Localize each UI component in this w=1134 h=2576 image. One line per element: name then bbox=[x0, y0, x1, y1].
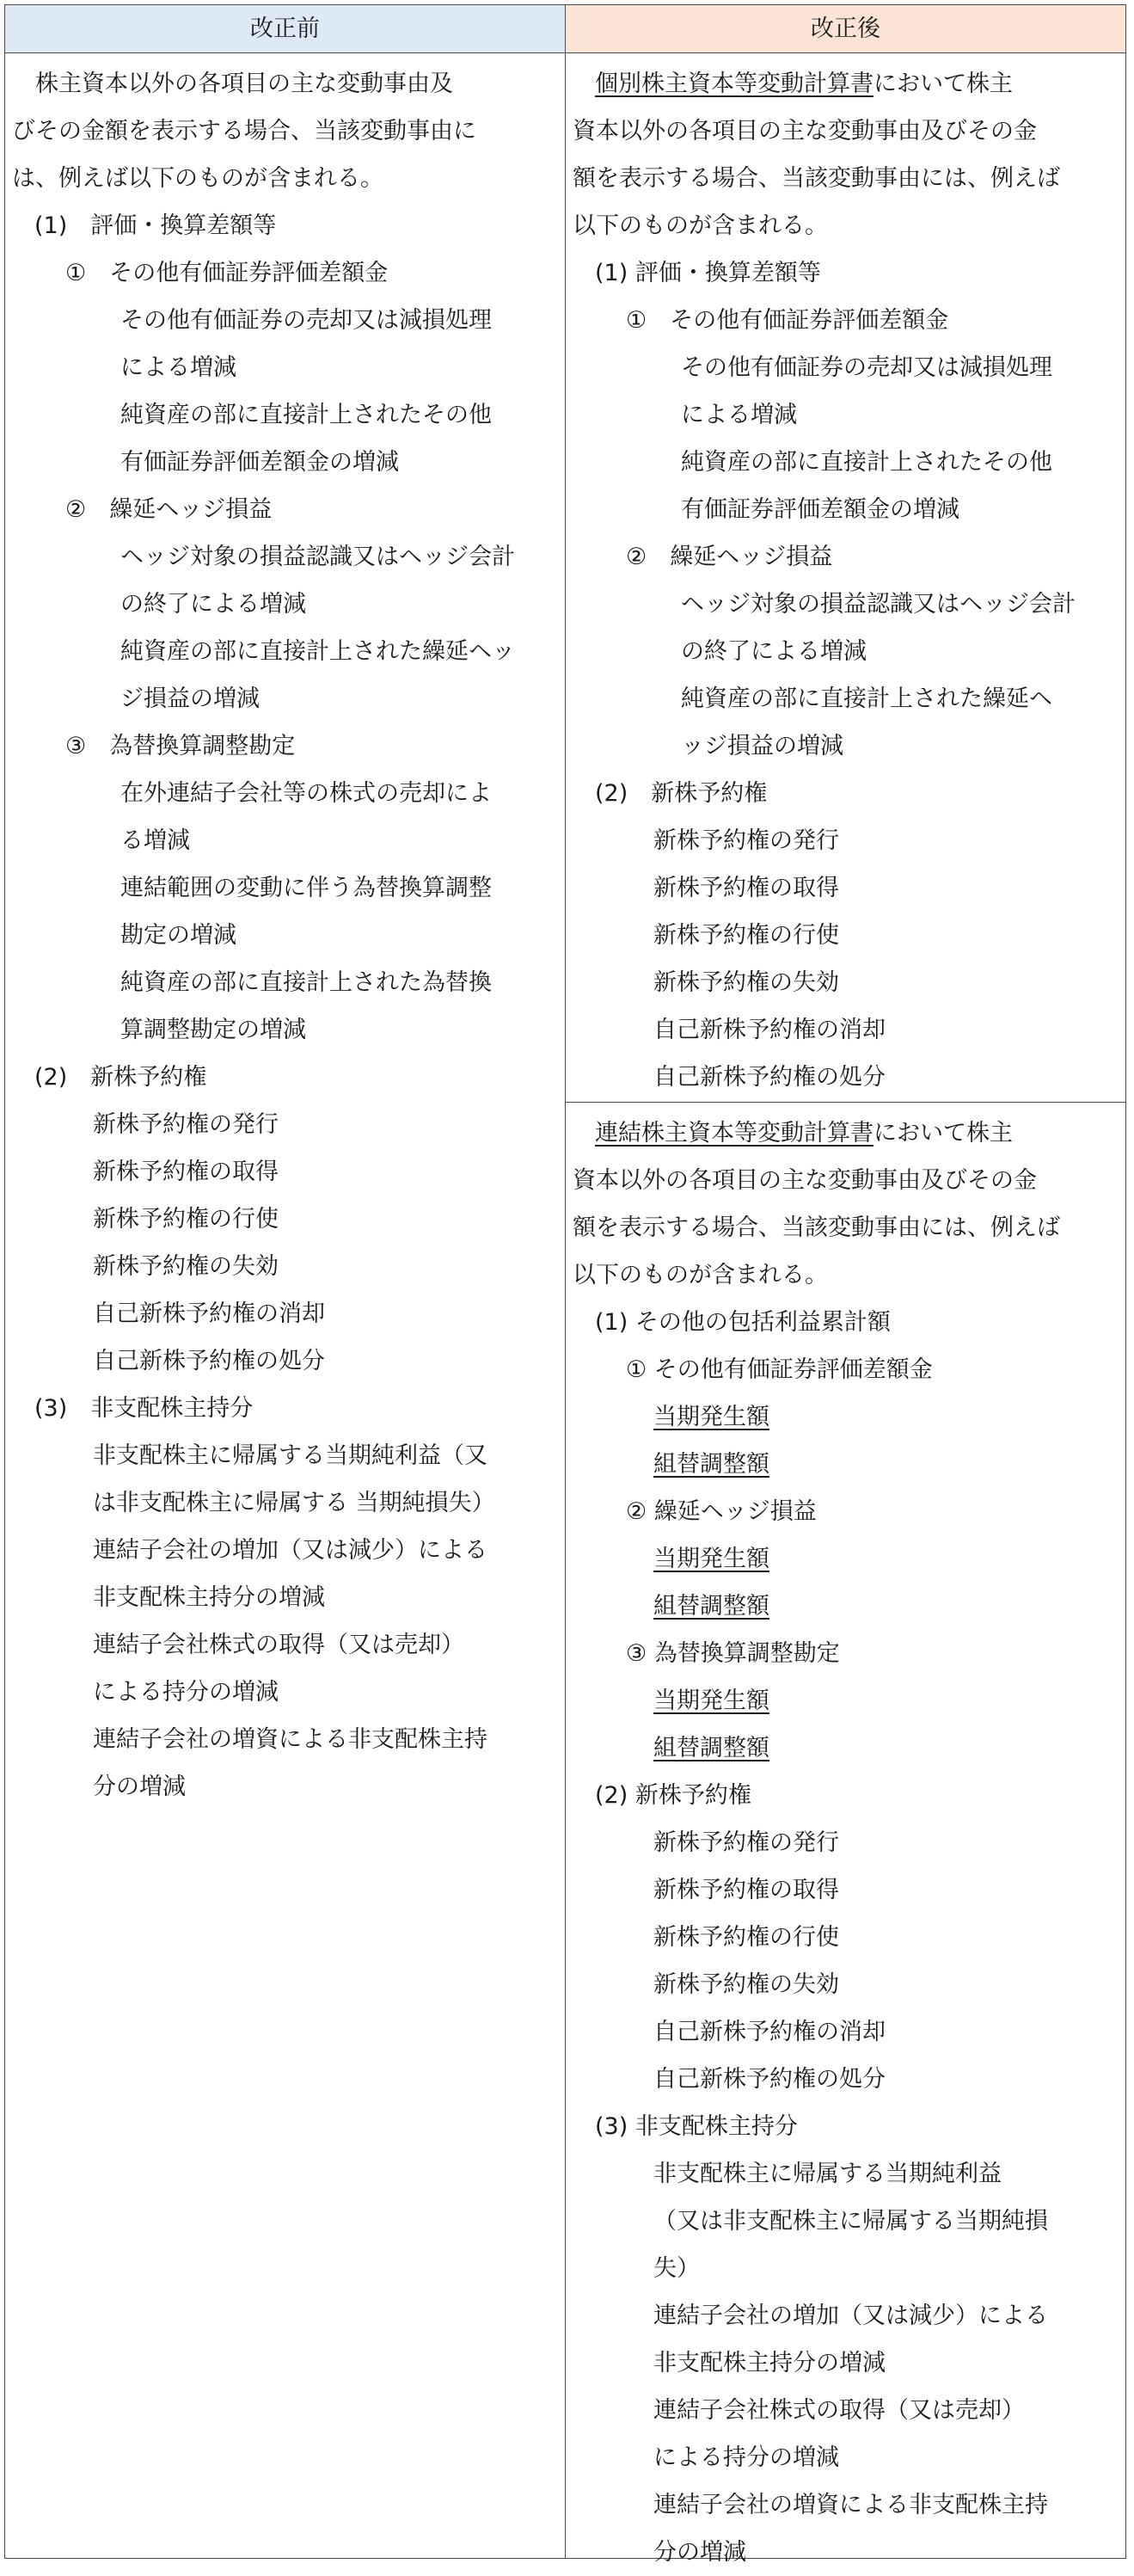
text-line: 新株予約権の取得 bbox=[653, 1877, 839, 1903]
text-line: 有価証券評価差額金の増減 bbox=[681, 496, 959, 523]
text-line: 当期発生額 bbox=[653, 1546, 769, 1572]
section-heading: (2) 新株予約権 bbox=[34, 1064, 207, 1091]
text-line: 株主資本以外の各項目の主な変動事由及 bbox=[12, 71, 453, 97]
text-line: 新株予約権の行使 bbox=[93, 1206, 279, 1233]
after-header: 改正後 bbox=[566, 5, 1125, 53]
text-line: 純資産の部に直接計上された繰延ヘ bbox=[681, 685, 1052, 712]
text-line: 自己新株予約権の処分 bbox=[653, 1064, 886, 1091]
comparison-table bbox=[4, 4, 1126, 2566]
text-line: 自己新株予約権の消却 bbox=[93, 1300, 325, 1327]
text-line: ヘッジ対象の損益認識又はヘッジ会計 bbox=[681, 591, 1076, 618]
text-line: 新株予約権の発行 bbox=[653, 827, 839, 854]
text-line: （又は非支配株主に帰属する当期純損 bbox=[653, 2208, 1048, 2235]
text-line: ヘッジ対象の損益認識又はヘッジ会計 bbox=[120, 544, 515, 570]
text-line: 非支配株主持分の増減 bbox=[653, 2350, 886, 2376]
text-line: 額を表示する場合、当該変動事由には、例えば bbox=[573, 1214, 1060, 1241]
before-column bbox=[5, 5, 566, 2558]
text-line: の終了による増減 bbox=[120, 591, 306, 618]
text-line: 連結子会社の増加（又は減少）による bbox=[93, 1537, 487, 1564]
item-heading: ① その他有価証券評価差額金 bbox=[626, 307, 949, 334]
section-heading: (2) 新株予約権 bbox=[595, 780, 768, 807]
text-line: による増減 bbox=[120, 354, 236, 381]
text-line: 非支配株主持分の増減 bbox=[93, 1584, 325, 1611]
item-heading: ② 繰延ヘッジ損益 bbox=[626, 1498, 817, 1525]
text-line: 自己新株予約権の処分 bbox=[653, 2066, 886, 2093]
text-line: 純資産の部に直接計上されたその他 bbox=[681, 449, 1052, 476]
text-line: 当期発生額 bbox=[653, 1404, 769, 1430]
text-line: 組替調整額 bbox=[653, 1451, 769, 1478]
text-line: 非支配株主に帰属する当期純利益 bbox=[653, 2161, 1002, 2187]
text-line: 連結子会社の増資による非支配株主持 bbox=[93, 1726, 487, 1753]
text-line: 非支配株主に帰属する当期純利益（又 bbox=[93, 1442, 487, 1469]
text-line: 連結範囲の変動に伴う為替換算調整 bbox=[120, 875, 492, 901]
underlined-term: 個別株主資本等変動計算書 bbox=[595, 71, 873, 97]
item-heading: ① その他有価証券評価差額金 bbox=[65, 260, 389, 286]
section-heading: (1) その他の包括利益累計額 bbox=[595, 1309, 891, 1336]
before-cell bbox=[5, 53, 565, 1811]
text-line: 新株予約権の発行 bbox=[653, 1829, 839, 1856]
text-line: 以下のものが含まれる。 bbox=[573, 1262, 828, 1288]
text-line: による増減 bbox=[681, 402, 797, 428]
text-line: 連結子会社の増加（又は減少）による bbox=[653, 2302, 1048, 2329]
item-heading: ① その他有価証券評価差額金 bbox=[626, 1356, 933, 1383]
text-line: 算調整勘定の増減 bbox=[120, 1017, 306, 1043]
text-line: 新株予約権の失効 bbox=[653, 1971, 839, 1998]
item-heading: ③ 為替換算調整勘定 bbox=[626, 1640, 840, 1667]
text-line: その他有価証券の売却又は減損処理 bbox=[681, 354, 1052, 381]
text-line: 勘定の増減 bbox=[120, 922, 236, 949]
section-heading: (1) 評価・換算差額等 bbox=[34, 212, 277, 239]
text-line: 新株予約権の失効 bbox=[653, 969, 839, 996]
text-line: 新株予約権の失効 bbox=[93, 1253, 279, 1280]
underlined-term: 連結株主資本等変動計算書 bbox=[595, 1120, 873, 1147]
section-heading: (2) 新株予約権 bbox=[595, 1782, 751, 1809]
after-column bbox=[566, 5, 1125, 2566]
text-line: 個別株主資本等変動計算書において株主 bbox=[595, 71, 1013, 97]
text-line: の終了による増減 bbox=[681, 638, 867, 665]
item-heading: ② 繰延ヘッジ損益 bbox=[65, 496, 273, 523]
before-header: 改正前 bbox=[5, 5, 565, 53]
text-line: 以下のものが含まれる。 bbox=[573, 212, 828, 239]
text-line: 新株予約権の行使 bbox=[653, 1924, 839, 1951]
section-heading: (3) 非支配株主持分 bbox=[34, 1395, 254, 1422]
text-line: 連結子会社の増資による非支配株主持 bbox=[653, 2492, 1048, 2518]
text-line: ジ損益の増減 bbox=[120, 685, 260, 712]
text-line: 新株予約権の行使 bbox=[653, 922, 839, 949]
text-line: 資本以外の各項目の主な変動事由及びその金 bbox=[573, 1167, 1037, 1194]
after-individual-cell bbox=[566, 53, 1125, 1102]
text-line: 資本以外の各項目の主な変動事由及びその金 bbox=[573, 118, 1037, 144]
text-line: 有価証券評価差額金の増減 bbox=[120, 449, 399, 476]
text-line: による持分の増減 bbox=[93, 1679, 279, 1706]
item-heading: ② 繰延ヘッジ損益 bbox=[626, 544, 833, 570]
text-line: 額を表示する場合、当該変動事由には、例えば bbox=[573, 165, 1060, 192]
after-consolidated-cell bbox=[566, 1102, 1125, 2576]
text-line: ッジ損益の増減 bbox=[681, 733, 843, 759]
text-line: 自己新株予約権の処分 bbox=[93, 1348, 325, 1374]
text-line: る増減 bbox=[120, 827, 190, 854]
text-line: 新株予約権の取得 bbox=[653, 875, 839, 901]
text-line: 自己新株予約権の消却 bbox=[653, 1017, 886, 1043]
text-line: 失） bbox=[653, 2255, 700, 2282]
text-line: 純資産の部に直接計上されたその他 bbox=[120, 402, 492, 428]
text-line: による持分の増減 bbox=[653, 2444, 839, 2471]
text-line: その他有価証券の売却又は減損処理 bbox=[120, 307, 492, 334]
text-line: 在外連結子会社等の株式の売却によ bbox=[120, 780, 492, 807]
text-line: 連結子会社株式の取得（又は売却） bbox=[93, 1632, 464, 1658]
text-line: 組替調整額 bbox=[653, 1735, 769, 1761]
text-line: は、例えば以下のものが含まれる。 bbox=[12, 165, 383, 192]
text-line: 純資産の部に直接計上された繰延ヘッ bbox=[120, 638, 515, 665]
text-line: 連結株主資本等変動計算書において株主 bbox=[595, 1120, 1013, 1147]
text-line: 自己新株予約権の消却 bbox=[653, 2019, 886, 2045]
text-line: 新株予約権の取得 bbox=[93, 1159, 279, 1185]
item-heading: ③ 為替換算調整勘定 bbox=[65, 733, 296, 759]
text-line: は非支配株主に帰属する 当期純損失） bbox=[93, 1490, 495, 1516]
text-line: びその金額を表示する場合、当該変動事由に bbox=[12, 118, 476, 144]
text-line: 分の増減 bbox=[653, 2539, 746, 2566]
text-line: 純資産の部に直接計上された為替換 bbox=[120, 969, 492, 996]
text-line: 分の増減 bbox=[93, 1774, 186, 1800]
text-line: 組替調整額 bbox=[653, 1593, 769, 1620]
section-heading: (3) 非支配株主持分 bbox=[595, 2113, 798, 2140]
section-heading: (1) 評価・換算差額等 bbox=[595, 260, 821, 286]
text-line: 当期発生額 bbox=[653, 1688, 769, 1714]
text-line: 新株予約権の発行 bbox=[93, 1111, 279, 1138]
text-line: 連結子会社株式の取得（又は売却） bbox=[653, 2397, 1025, 2424]
